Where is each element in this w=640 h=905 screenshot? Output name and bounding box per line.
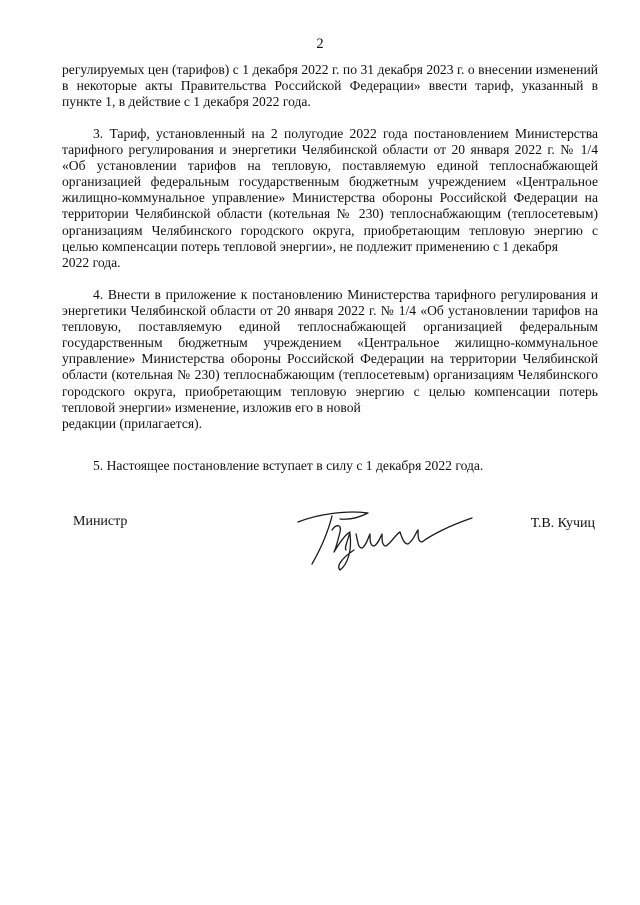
- minister-name: Т.В. Кучиц: [530, 516, 595, 531]
- paragraph-intro: [62, 62, 598, 110]
- handwritten-signature: [288, 504, 478, 572]
- paragraph-intro-text: регулируемых цен (тарифов) с 1 декабря 2022 г. по 31 декабря 2023 г. о внесении изменений в некоторые акты Правительства Российской Федерации» ввести тариф, указанный в пункте 1, в действие с 1 декабря 2022 года.: [62, 62, 598, 110]
- paragraph-item-4: [62, 287, 598, 432]
- page-number: 2: [316, 36, 324, 52]
- paragraph-item-3: [62, 126, 598, 271]
- item-3-text: 3. Тариф, установленный на 2 полугодие 2022 года постановлением Министерства тарифного регулирования и энергетики Челябинской области от 20 января 2022 г. № 1/4 «Об установлении тарифов на тепловую, поставляемую единой теплоснабжающей организацией федеральным государственным бюджетным учреждением «Центральное жилищно-коммунальное управление» Министерства обороны Российской Федерации на территории Челябинской области (котельная № 230) теплоснабжающим (теплосетевым) организациям Челябинского городского округа, приобретающим тепловую энергию с целью компенсации потерь тепловой энергии», не подлежит применению с 1 декабря: [62, 126, 598, 254]
- item-3-last-line: 2022 года.: [62, 254, 121, 270]
- item-5-text: 5. Настоящее постановление вступает в силу с 1 декабря 2022 года.: [93, 458, 484, 473]
- item-4-last-line: редакции (прилагается).: [62, 415, 203, 431]
- minister-title: Министр: [73, 514, 128, 529]
- paragraph-item-5: [62, 458, 598, 474]
- signature-block: [0, 504, 640, 584]
- item-4-text: 4. Внести в приложение к постановлению Министерства тарифного регулирования и энергетики Челябинской области от 20 января 2022 г. № 1/4 «Об установлении тарифов на тепловую, поставляемую единой теплоснабжающей организацией федеральным государственным бюджетным учреждением «Центральное жилищно-коммунальное управление» Министерства обороны Российской Федерации на территории Челябинской области (котельная № 230) теплоснабжающим (теплосетевым) организациям Челябинского городского округа, приобретающим тепловую энергию с целью компенсации потерь тепловой энергии» изменение, изложив его в новой: [62, 287, 598, 415]
